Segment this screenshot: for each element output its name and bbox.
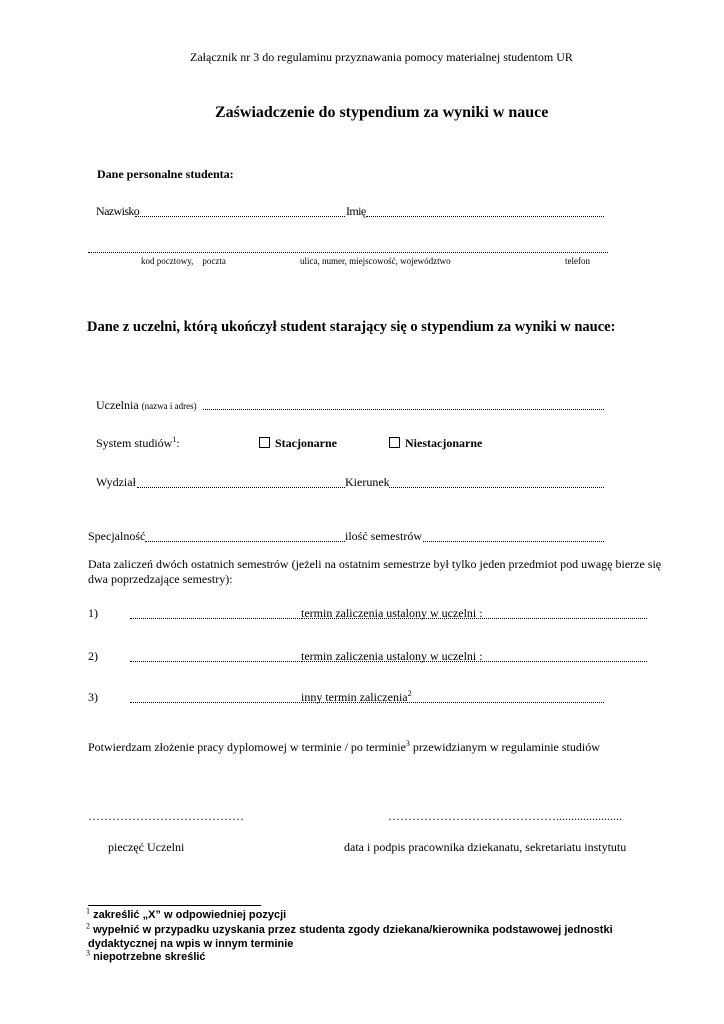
row-footnote-mark: 2 [407, 689, 412, 698]
row-number: 3) [88, 690, 98, 704]
annex-header: Załącznik nr 3 do regulaminu przyznawania pomocy materialnej studentom UR [190, 50, 573, 64]
row-number: 1) [88, 606, 98, 620]
semesters-field[interactable] [423, 541, 604, 542]
system-footnote-mark: 1 [172, 435, 177, 444]
footnote-text: wypełnić w przypadku uzyskania przez studenta zgody dziekana/kierownika podstawowej jednostki [93, 924, 613, 936]
confirmation-text [88, 740, 600, 755]
signature-line[interactable]: ……………………………………...................... [388, 809, 622, 823]
address-caption-street: ulica, numer, miejscowość, województwo [300, 256, 451, 266]
row-label: termin zaliczenia ustalony w uczelni : [301, 606, 483, 620]
field-of-study-field[interactable] [389, 487, 604, 488]
footnote-3 [86, 948, 206, 963]
row-label: termin zaliczenia ustalony w uczelni : [301, 649, 483, 663]
row-date-field[interactable] [130, 661, 300, 662]
checkbox-icon[interactable] [389, 437, 400, 448]
address-field[interactable] [88, 252, 608, 253]
footnote-text: zakreślić „X” w odpowiedniej pozycji [93, 909, 287, 921]
stamp-caption: pieczęć Uczelni [108, 840, 185, 854]
system-label: System studiów [96, 436, 173, 450]
faculty-field[interactable] [137, 487, 345, 488]
address-caption-postal: kod pocztowy, poczta [141, 256, 226, 266]
footnote-1 [86, 906, 287, 921]
address-caption-phone: telefon [565, 256, 590, 266]
university-heading: Dane z uczelni, którą ukończył student starający się o stypendium za wyniki w nauce: [87, 319, 616, 335]
first-name-label: Imię [346, 204, 366, 218]
footnote-divider [88, 905, 261, 906]
stamp-line[interactable]: ………………………………… [88, 809, 244, 823]
row-deadline-field[interactable] [301, 618, 647, 619]
document-title: Zaświadczenie do stypendium za wyniki w nauce [215, 104, 549, 121]
first-name-field[interactable] [366, 216, 604, 217]
option-niestacjonarne[interactable] [389, 436, 482, 451]
uczelnia-hint: (nazwa i adres) [141, 401, 197, 411]
footnote-mark: 2 [86, 921, 90, 931]
row-deadline-field[interactable] [301, 661, 647, 662]
uczelnia-field[interactable] [203, 409, 604, 410]
signature-caption: data i podpis pracownika dziekanatu, sekretariatu instytutu [344, 840, 627, 854]
confirmation-part1: Potwierdzam złożenie pracy dyplomowej w terminie / po terminie [88, 740, 406, 754]
field-of-study-label: Kierunek [345, 475, 390, 489]
specialization-label: Specjalność [88, 529, 146, 543]
footnote-mark: 3 [86, 948, 90, 958]
option-niestacjonarne-label: Niestacjonarne [405, 436, 483, 450]
row-deadline-field[interactable] [301, 702, 604, 703]
row-date-field[interactable] [130, 702, 300, 703]
confirmation-footnote-mark: 3 [405, 739, 410, 748]
uczelnia-label: Uczelnia [96, 398, 139, 412]
footnote-text: niepotrzebne skreślić [93, 951, 206, 963]
dates-text-line2: dwa poprzedzające semestry): [88, 572, 233, 586]
dates-text-line1: Data zaliczeń dwóch ostatnich semestrów (jeżeli na ostatnim semestrze był tylko jeden przedmiot pod uwagę bierze się [88, 557, 662, 571]
personal-heading: Dane personalne studenta: [97, 167, 234, 181]
system-label-group [96, 436, 180, 451]
surname-field[interactable] [135, 216, 345, 217]
option-stacjonarne[interactable] [259, 436, 337, 451]
footnote-2-cont: dydaktycznej na wpis w innym terminie [88, 938, 294, 950]
surname-label: Nazwisko [96, 204, 140, 218]
row-label: inny termin zaliczenia [301, 690, 408, 704]
specialization-field[interactable] [145, 541, 345, 542]
option-stacjonarne-label: Stacjonarne [275, 436, 337, 450]
footnote-mark: 1 [86, 906, 90, 916]
system-colon: : [176, 436, 180, 450]
confirmation-part2: przewidzianym w regulaminie studiów [409, 740, 600, 754]
checkbox-icon[interactable] [259, 437, 270, 448]
uczelnia-label-group [96, 398, 197, 413]
row-number: 2) [88, 649, 98, 663]
row-date-field[interactable] [130, 618, 300, 619]
semesters-label: ilość semestrów [345, 529, 422, 543]
faculty-label: Wydział [96, 475, 136, 489]
footnote-2 [86, 921, 613, 936]
